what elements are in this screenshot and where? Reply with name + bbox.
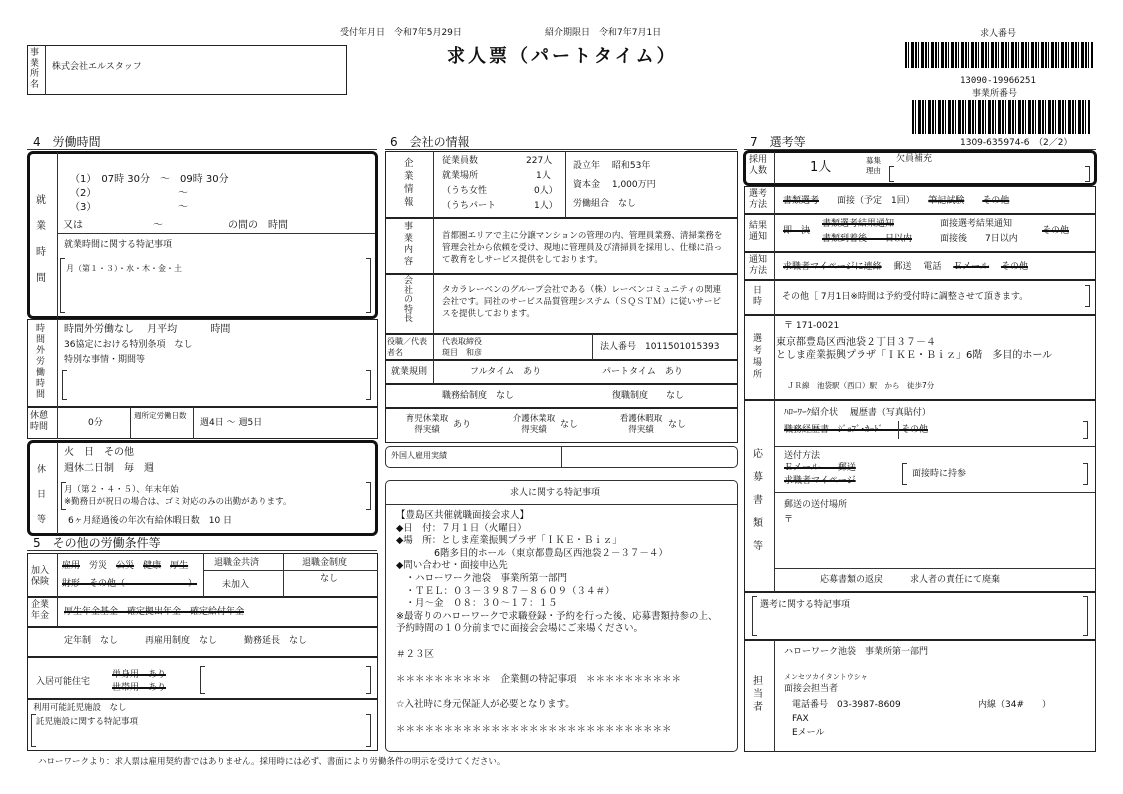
- contact-name: 面接会担当者: [784, 684, 839, 694]
- job-special-notes-line: [396, 712, 726, 725]
- retire-mutual-value: 未加入: [222, 580, 250, 590]
- hours-special-text: 月（第１・３）・水・木・金・土: [66, 264, 182, 273]
- part-value: 1人）: [534, 201, 558, 211]
- hours-row-2: （2）: [70, 188, 97, 199]
- job-special-notes-line: ※最寄りのハローワークで求職登録・予約を行った後、応募書類持参の上、予約時間の１０分前までに面接会会場にご来場ください。: [396, 610, 718, 635]
- job-special-notes-line: 【豊島区共催就職面接会求人】: [396, 510, 530, 521]
- reason-label: 募集理由: [866, 156, 881, 175]
- holiday-note-1: 月（第２・４・５）、年末年始: [64, 485, 179, 495]
- insurance-row-1: 雇用 労災 公災 健康 厚生: [62, 561, 189, 571]
- result-other: その他: [1042, 226, 1070, 236]
- founded: 設立年 昭和53年: [573, 161, 651, 171]
- contact-kana: メンセツカイタントウシャ: [784, 673, 868, 681]
- pension-label: 企業年金: [31, 600, 50, 621]
- job-special-notes-line: ・月～金 ０８：３０～１７：１５: [396, 598, 558, 610]
- send-note: 面接時に持参: [912, 469, 967, 479]
- job-special-notes-line: ◆問い合わせ・面接申込先: [396, 560, 508, 572]
- feature-label: 会社の特長: [404, 276, 414, 324]
- result-label: 結果通知: [749, 221, 768, 242]
- hours-or-tilde: ～: [153, 220, 163, 231]
- return-system: 復職制度 なし: [612, 391, 685, 401]
- notify-label: 通知方法: [749, 255, 768, 276]
- business-text: 首都圏エリアで主に分譲マンションの管理の内、管理員業務、清掃業務を管理会社から依頼を受け、現地に管理員及び清掃員を採用し、仕様に沿って教育をしサービス提供をしております。: [442, 231, 723, 265]
- hours-row-3-tilde: ～: [178, 202, 188, 213]
- housing-label: 入居可能住宅: [36, 677, 91, 687]
- holiday-days: 火 日 その他: [64, 447, 134, 458]
- foreign-employment-label: 外国人雇用実績: [391, 451, 447, 460]
- rules-full: フルタイム あり: [470, 367, 542, 377]
- hours-or-between: の間の 時間: [228, 220, 288, 231]
- nursing-leave-value: なし: [668, 420, 687, 430]
- hours-or: 又は: [63, 220, 83, 231]
- place-address-2: としま産業振興プラザ「ＩＫＥ・Ｂｉｚ」6階 多目的ホール: [776, 350, 1053, 361]
- hours-row-1: （1） 07時 30分 ～ 09時 30分: [70, 174, 229, 185]
- send-label: 送付方法: [784, 451, 821, 461]
- employer-label: 事業所名: [30, 48, 40, 90]
- company-info-label: 企業情報: [404, 158, 414, 208]
- break-value: 0分: [88, 418, 103, 428]
- hours-row-3: （3）: [70, 202, 97, 213]
- retire-mutual-label: 退職金共済: [214, 558, 260, 568]
- holiday-note-2: ※勤務日が祝日の場合は、ゴミ対応のみの出勤があります。: [64, 497, 292, 507]
- place-label: 選考場所: [753, 334, 763, 380]
- weekly-days-value: 週4日 ～ 週5日: [200, 418, 263, 428]
- contact-office: ハローワーク池袋 事業所第一部門: [784, 647, 929, 657]
- representative-title: 代表取締役: [442, 337, 482, 346]
- selection-special-label: 選考に関する特記事項: [760, 600, 851, 610]
- contact-extension: 内線（34# ）: [978, 700, 1051, 710]
- childcare-label: 利用可能託児施設 なし: [33, 703, 127, 713]
- retire-system-label: 退職金制度: [302, 558, 348, 568]
- weekly-days-label: 週所定労働日数: [134, 411, 187, 420]
- job-special-notes-line: ◆日 付：７月１日（火曜日）: [396, 522, 527, 534]
- holiday-system: 週休二日制 毎 週: [64, 463, 154, 474]
- send-methods: Ｅメール 郵送: [784, 463, 856, 473]
- feature-text: タカラレーベンのグループ会社である（株）レーベンコミュニティの関連会社です。同社のサービス品質管理システム（ＳＱＳＴＭ）に従いサービスを提供しております。: [442, 285, 721, 319]
- union: 労働組合 なし: [573, 199, 637, 209]
- representative-name: 斑目 和彦: [442, 348, 482, 357]
- job-special-notes-text: [396, 510, 726, 737]
- place-postcode: 〒 171-0021: [784, 321, 840, 331]
- notify-values: 求職者マイページに連絡 郵送 電話 Ｅメール その他: [783, 262, 1028, 272]
- office-number: 1309-635974-6 （2／2）: [960, 138, 1073, 148]
- representative-label: 役職／代表者名: [387, 337, 427, 357]
- place-address-1: 東京都豊島区西池袋２丁目３７－４: [776, 337, 936, 348]
- rules-label: 就業規則: [391, 367, 428, 377]
- place-access: ＪＲ線 池袋駅（西口）駅 から 徒歩7分: [787, 381, 935, 390]
- method-values: 書類選考 面接（予定 1回） 筆記試験 その他: [783, 196, 1010, 206]
- job-special-notes-line: ☆入社時に身元保証人が必要となります。: [396, 698, 575, 710]
- rules-part: パートタイム あり: [602, 367, 683, 377]
- job-special-notes-line: [396, 636, 726, 649]
- job-special-notes-line: ＃２３区: [396, 648, 435, 660]
- break-label: 休憩時間: [30, 411, 49, 432]
- company-info-box: [385, 151, 738, 218]
- employer-name: 株式会社エルスタッフ: [52, 62, 142, 72]
- section-4-title: 4 労働時間: [33, 135, 101, 149]
- docs-optional: 職務経歴書 ｼﾞｮﾌﾞ･ｶｰﾄﾞ その他: [784, 425, 929, 435]
- pension-values: 厚生年金基金 確定拠出年金 確定給付年金: [64, 607, 245, 617]
- hours-row-2-tilde: ～: [178, 188, 188, 199]
- site-value: 1人: [536, 171, 551, 181]
- employee-label: 従業員数: [442, 156, 479, 166]
- overtime-special: 特別な事情・期間等: [64, 355, 146, 365]
- docs-label: 応募書類等: [753, 449, 763, 552]
- referral-deadline: 紹介期限日 令和7年7月1日: [545, 28, 662, 38]
- section-5-title: 5 その他の労働条件等: [33, 536, 161, 550]
- retirement-values: 定年制 なし 再雇用制度 なし 勤務延長 なし: [64, 636, 308, 646]
- contact-tel: 電話番号 03-3987-8609: [792, 700, 901, 710]
- holiday-label: 休日等: [37, 465, 47, 525]
- result-interview-days: 面接後 7日以内: [940, 234, 1018, 244]
- result-doc-label: 書類選考結果通知: [822, 219, 895, 229]
- date-value: その他［ 7月1日※時間は予約受付時に調整させて頂きます。: [782, 292, 1029, 302]
- overtime-label: 時間外労働時間: [36, 324, 46, 400]
- docs-return-policy: 応募書類の返戻 求人者の責任にて廃棄: [820, 575, 1001, 585]
- job-special-notes-line: ＊＊＊＊＊＊＊＊＊＊＊＊＊＊＊＊＊＊＊＊＊＊＊＊＊＊＊＊＊: [396, 724, 672, 736]
- method-label: 選考方法: [749, 189, 768, 210]
- overtime-agreement: 36協定における特別条項 なし: [64, 340, 193, 350]
- job-special-notes-title: 求人に関する特記事項: [510, 488, 601, 498]
- nursing-leave-label: 看護休暇取得実績: [619, 414, 663, 435]
- job-pay-system: 職務給制度 なし: [442, 391, 515, 401]
- rules-box: [385, 360, 738, 384]
- housing-family: 世帯用 あり: [112, 683, 167, 693]
- date-label: 日時: [753, 286, 763, 307]
- capital: 資本金 1,000万円: [573, 180, 656, 190]
- site-label: 就業場所: [442, 171, 479, 181]
- section-7-title: 7 選考等: [750, 135, 806, 149]
- systems-box: [385, 384, 738, 408]
- result-interview-label: 面接選考結果通知: [940, 219, 1013, 229]
- job-special-notes-line: ◆場 所：としま産業振興プラザ「ＩＫＥ・Ｂｉｚ」: [396, 535, 622, 547]
- employee-value: 227人: [526, 156, 553, 166]
- female-label: （うち女性: [442, 186, 488, 196]
- job-special-notes-line: [396, 686, 726, 699]
- care-leave-value: なし: [560, 420, 579, 430]
- footer-note: ハローワークより：求人票は雇用契約書ではありません。採用時には必ず、書面により労働条件の明示を受けてください。: [38, 757, 506, 767]
- job-number-barcode: [905, 42, 1093, 68]
- retire-system-value: なし: [320, 574, 339, 584]
- childcare-leave-label: 育児休業取得実績: [405, 414, 449, 435]
- job-special-notes-line: ＊＊＊＊＊＊＊＊＊＊ 企業側の特記事項 ＊＊＊＊＊＊＊＊＊＊: [396, 673, 682, 685]
- corporate-number: 法人番号 1011501015393: [600, 342, 720, 352]
- job-special-notes-line: [396, 661, 726, 674]
- reason-value: 欠員補充: [896, 154, 933, 164]
- job-number-label: 求人番号: [980, 29, 1017, 39]
- hire-count-label: 採用人数: [749, 155, 768, 176]
- insurance-row-2: 財形 その他（ ）: [62, 579, 198, 589]
- care-leave-label: 介護休業取得実績: [512, 414, 556, 435]
- overtime-value: 時間外労働なし 月平均 時間: [64, 324, 231, 335]
- job-special-notes-line: 6階多目的ホール（東京都豊島区西池袋２－３７－４）: [396, 547, 668, 559]
- female-value: 0人）: [534, 186, 558, 196]
- childcare-special-label: 託児施設に関する特記事項: [36, 717, 139, 727]
- office-number-label: 事業所番号: [972, 89, 1018, 99]
- contact-fax: FAX: [792, 714, 809, 724]
- working-hours-label: 就業時間: [36, 195, 46, 284]
- job-special-notes-line: ・ハローワーク池袋 事業所第一部門: [396, 572, 568, 584]
- hire-count: 1人: [810, 160, 832, 175]
- page-title: 求人票（パートタイム）: [447, 46, 678, 67]
- business-label: 事業内容: [404, 222, 414, 267]
- mail-place-post: 〒: [784, 515, 794, 525]
- contact-label: 担当者: [753, 676, 763, 713]
- insurance-label: 加入保険: [31, 566, 50, 587]
- office-number-barcode: [912, 100, 1090, 134]
- contact-email: Eメール: [792, 728, 825, 738]
- result-immediate: 即 決: [783, 226, 811, 236]
- job-special-notes-line: ・ＴＥＬ：０３－３９８７－８６０９（３４＃）: [396, 585, 615, 597]
- hours-special-label: 就業時間に関する特記事項: [64, 240, 173, 250]
- send-mypage: 求職者マイページ: [784, 476, 856, 486]
- part-label: （うちパート: [442, 201, 497, 211]
- result-doc-days: 書類到着後 日以内: [822, 234, 913, 244]
- paid-leave: 6ヶ月経過後の年次有給休暇日数 10 日: [68, 516, 233, 526]
- childcare-leave-value: あり: [453, 420, 472, 430]
- section-6-title: 6 会社の情報: [390, 135, 470, 149]
- mail-place-label: 郵送の送付場所: [784, 500, 848, 510]
- housing-single: 単身用 あり: [112, 670, 167, 680]
- job-number: 13090-19966251: [960, 76, 1036, 86]
- docs-required: ﾊﾛｰﾜｰｸ紹介状 履歴書（写真貼付）: [784, 408, 931, 418]
- reception-date: 受付年月日 令和7年5月29日: [340, 28, 462, 38]
